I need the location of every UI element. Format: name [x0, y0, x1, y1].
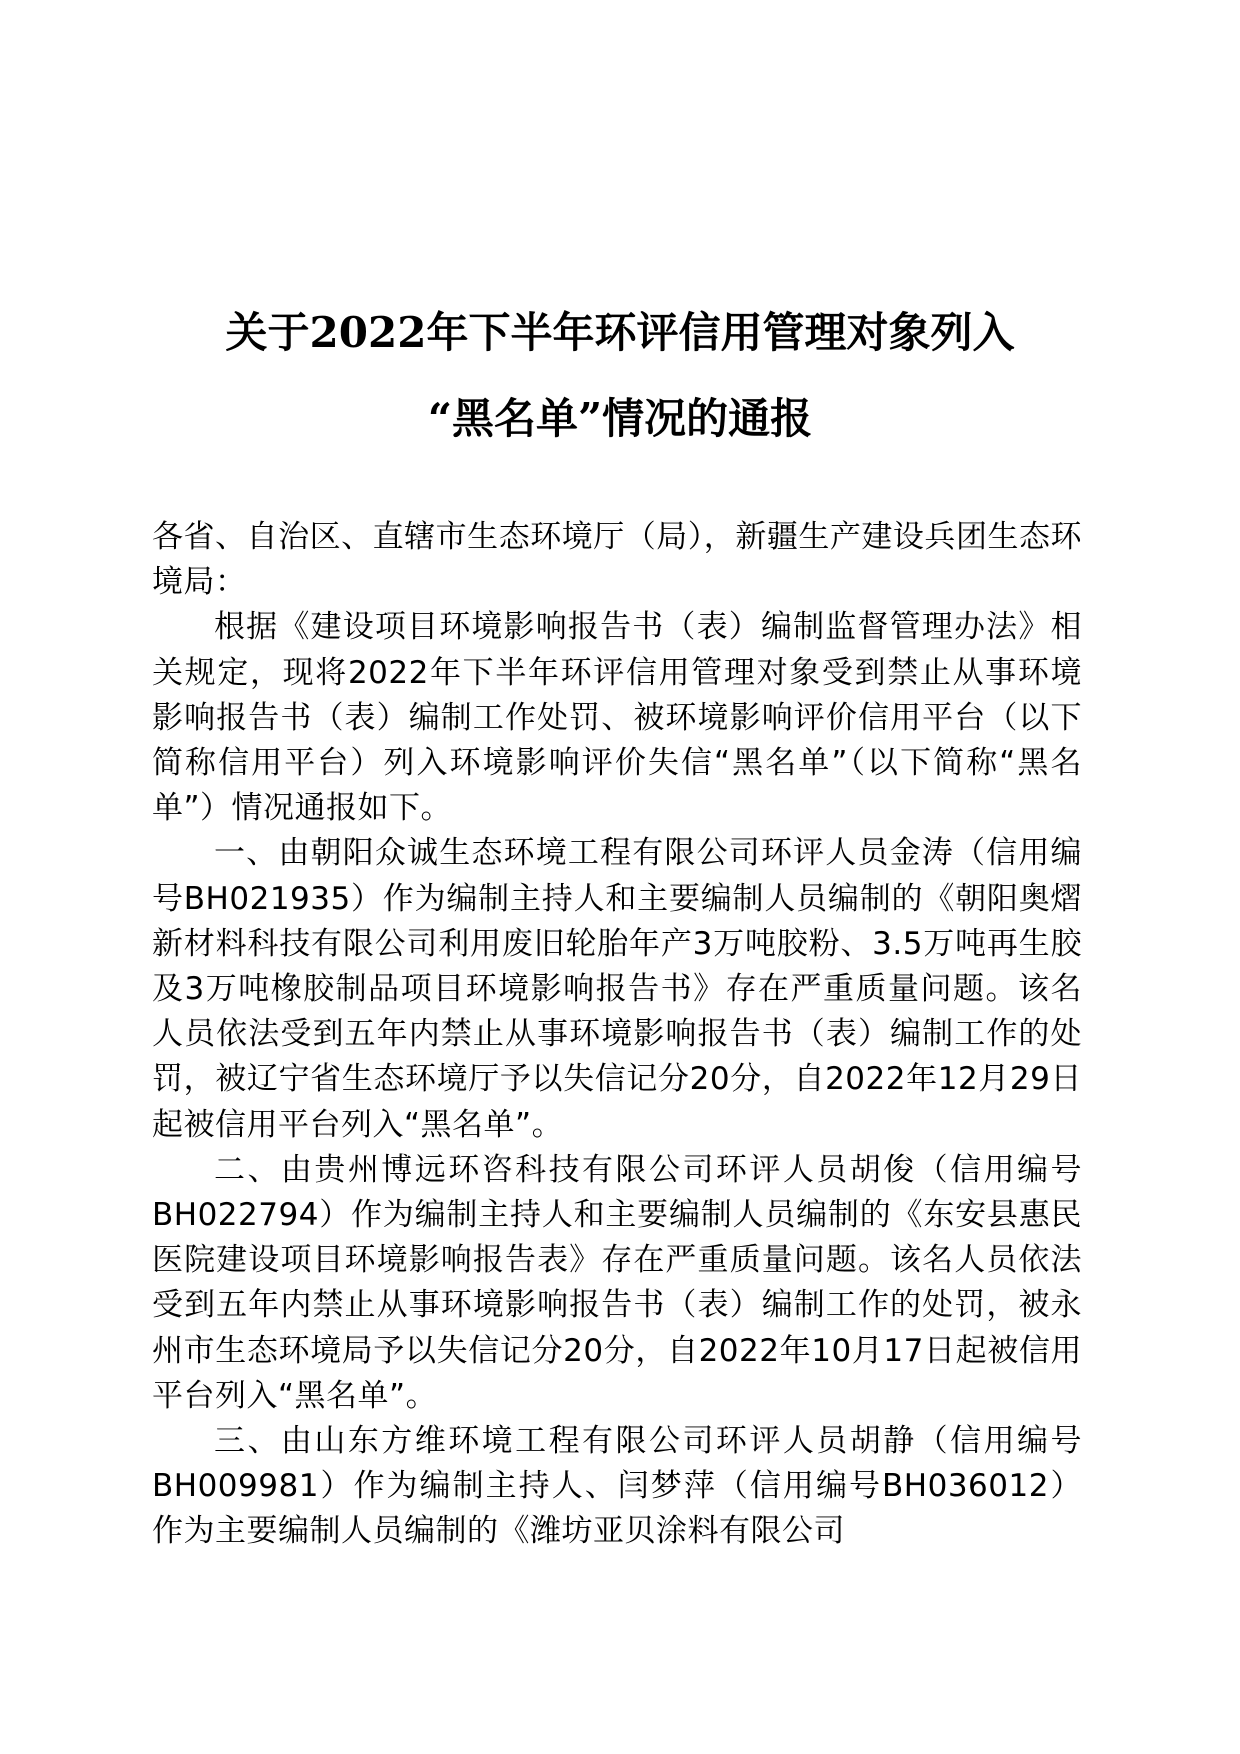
paragraph-item-1: 一、由朝阳众诚生态环境工程有限公司环评人员金涛（信用编号BH021935）作为编制主持人和主要编制人员编制的《朝阳奥熠新材料科技有限公司利用废旧轮胎年产3万吨胶粉、3.5万吨再生胶及3万吨橡胶制品项目环境影响报告书》存在严重质量问题。该名人员依法受到五年内禁止从事环境影响报告书（表）编制工作的处罚，被辽宁省生态环境厅予以失信记分20分，自2022年12月29日起被信用平台列入“黑名单”。	[152, 835, 1082, 1143]
salutation: 各省、自治区、直辖市生态环境厅（局），新疆生产建设兵团生态环境局：	[152, 519, 1082, 601]
document-title-line-2: “黑名单”情况的通报	[427, 394, 813, 443]
document-body	[152, 515, 1082, 1555]
paragraph-item-2: 二、由贵州博远环咨科技有限公司环评人员胡俊（信用编号BH022794）作为编制主持人和主要编制人员编制的《东安县惠民医院建设项目环境影响报告表》存在严重质量问题。该名人员依法受到五年内禁止从事环境影响报告书（表）编制工作的处罚，被永州市生态环境局予以失信记分20分，自2022年10月17日起被信用平台列入“黑名单”。	[152, 1151, 1082, 1414]
paragraph-item-3: 三、由山东方维环境工程有限公司环评人员胡静（信用编号BH009981）作为编制主持人、闫梦萍（信用编号BH036012）作为主要编制人员编制的《潍坊亚贝涂料有限公司	[152, 1423, 1082, 1550]
paragraph-intro: 根据《建设项目环境影响报告书（表）编制监督管理办法》相关规定，现将2022年下半年环评信用管理对象受到禁止从事环境影响报告书（表）编制工作处罚、被环境影响评价信用平台（以下简称信用平台）列入环境影响评价失信“黑名单”（以下简称“黑名单”）情况通报如下。	[152, 609, 1082, 827]
document-title-line-1: 关于2022年下半年环评信用管理对象列入	[225, 308, 1015, 357]
